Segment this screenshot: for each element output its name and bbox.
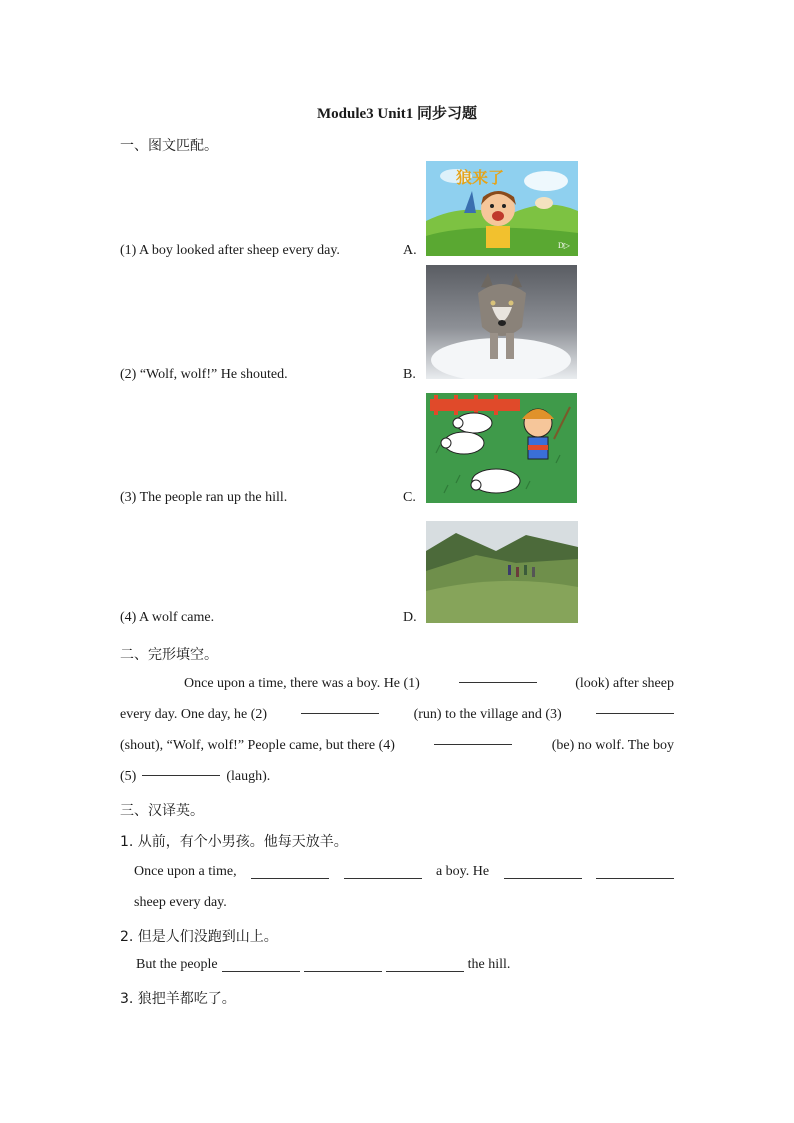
translate-q2-line bbox=[136, 957, 510, 973]
translate-q3-chinese: 3. 狼把羊都吃了。 bbox=[120, 991, 236, 1007]
cloze-blank-1[interactable] bbox=[459, 668, 537, 683]
picture-d-hikers-on-hill bbox=[426, 521, 578, 623]
translate-q2-blank-3[interactable] bbox=[386, 957, 464, 972]
picture-a-badge: D▷ bbox=[558, 241, 570, 250]
cloze-blank-4[interactable] bbox=[434, 730, 512, 745]
match-item-2: (2) “Wolf, wolf!” He shouted. bbox=[120, 367, 288, 382]
section1-heading: 一、图文匹配。 bbox=[120, 138, 218, 154]
cloze-blank-5[interactable] bbox=[142, 761, 220, 776]
cloze-blank-2[interactable] bbox=[301, 699, 379, 714]
translate-q1-chinese: 1. 从前，有个小男孩。他每天放羊。 bbox=[120, 834, 348, 850]
translate-q2-text-b: the hill. bbox=[467, 957, 511, 972]
match-letter-c: C. bbox=[403, 490, 416, 505]
translate-q1-blank-3[interactable] bbox=[504, 864, 582, 879]
cloze-line-3 bbox=[120, 730, 674, 761]
cloze-line-2 bbox=[120, 699, 674, 730]
picture-a-caption: 狼来了 bbox=[456, 168, 505, 187]
match-letter-b: B. bbox=[403, 367, 416, 382]
section2-heading: 二、完形填空。 bbox=[120, 647, 218, 663]
translate-q1-blank-4[interactable] bbox=[596, 864, 674, 879]
cloze-line-4-text-b: (laugh). bbox=[226, 769, 271, 784]
translate-q1-text-c: sheep every day. bbox=[134, 895, 227, 910]
cloze-line-1-text-b: (look) after sheep bbox=[575, 676, 674, 691]
cloze-line-3-text-a: (shout), “Wolf, wolf!” People came, but there (4) bbox=[120, 738, 395, 753]
page-title: Module3 Unit1 同步习题 bbox=[316, 106, 477, 122]
match-letter-d: D. bbox=[403, 610, 417, 625]
translate-q1-text-a: Once upon a time, bbox=[134, 864, 237, 879]
cloze-line-1 bbox=[120, 668, 674, 699]
translate-q2-blank-1[interactable] bbox=[222, 957, 300, 972]
cloze-line-1-text-a: Once upon a time, there was a boy. He (1) bbox=[184, 676, 420, 691]
cloze-blank-3[interactable] bbox=[596, 699, 674, 714]
picture-c-boy-with-sheep bbox=[426, 393, 577, 503]
match-item-1: (1) A boy looked after sheep every day. bbox=[120, 243, 340, 258]
cloze-line-2-text-b: (run) to the village and (3) bbox=[413, 707, 562, 722]
match-item-3: (3) The people ran up the hill. bbox=[120, 490, 288, 505]
translate-q2-chinese: 2. 但是人们没跑到山上。 bbox=[120, 929, 278, 945]
translate-q1-blank-2[interactable] bbox=[344, 864, 422, 879]
translate-q1-blank-1[interactable] bbox=[251, 864, 329, 879]
picture-b-wolf bbox=[426, 265, 577, 379]
cloze-line-4 bbox=[120, 761, 674, 792]
translate-q2-text-a: But the people bbox=[136, 957, 218, 972]
translate-q2-blank-2[interactable] bbox=[304, 957, 382, 972]
cloze-paragraph bbox=[120, 668, 674, 792]
cloze-line-4-text-a: (5) bbox=[120, 769, 137, 784]
section3-heading: 三、汉译英。 bbox=[120, 803, 204, 819]
match-item-4: (4) A wolf came. bbox=[120, 610, 215, 625]
picture-a-cartoon-boy bbox=[426, 161, 578, 256]
match-letter-a: A. bbox=[403, 243, 417, 258]
translate-q1-text-b: a boy. He bbox=[435, 864, 490, 879]
translate-q1-line-1 bbox=[134, 864, 674, 880]
cloze-line-3-text-b: (be) no wolf. The boy bbox=[551, 738, 674, 753]
cloze-line-2-text-a: every day. One day, he (2) bbox=[120, 707, 268, 722]
